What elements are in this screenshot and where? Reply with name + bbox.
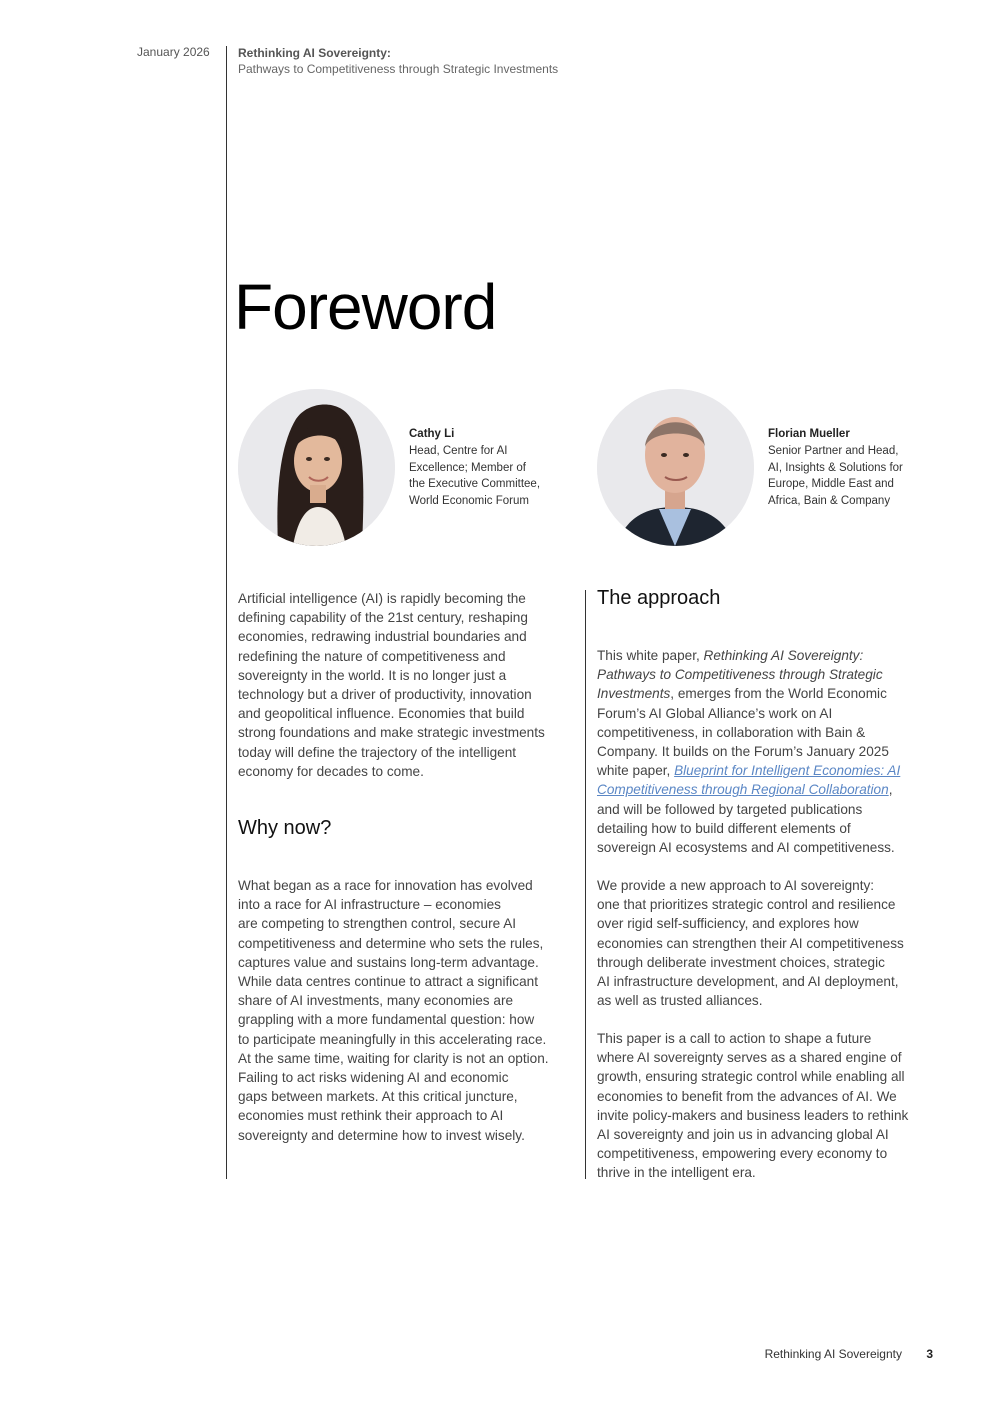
text-line: [597, 684, 900, 703]
text-line: competitiveness and determine who sets the rules,: [238, 935, 544, 951]
text-line: Artificial intelligence (AI) is rapidly becoming the: [238, 591, 526, 606]
text-line: and geopolitical influence. Economies that build: [238, 706, 525, 722]
approach-paragraph-3: [597, 1029, 908, 1183]
text-line: This paper is a call to action to shape a future: [597, 1031, 872, 1046]
text-line: [597, 780, 900, 799]
text-span: white paper,: [597, 763, 675, 779]
footer-title: Rethinking AI Sovereignty: [764, 1347, 902, 1361]
text-line: AI infrastructure development, and AI deployment,: [597, 974, 899, 990]
text-line: today will define the trajectory of the intelligent: [238, 744, 517, 760]
text-line: and will be followed by targeted publications: [597, 801, 863, 817]
author-name: Florian Mueller: [768, 428, 850, 440]
author-role-line: Africa, Bain & Company: [768, 495, 891, 508]
text-line: competitiveness, empowering every economy to: [597, 1146, 888, 1162]
text-line: to participate meaningfully in this accelerating race.: [238, 1031, 547, 1047]
text-line: share of AI investments, many economies are: [238, 993, 514, 1009]
text-span: This white paper,: [597, 648, 704, 663]
text-line: growth, ensuring strategic control while enabling all: [597, 1069, 905, 1085]
text-line: strong foundations and make strategic investments: [238, 725, 545, 741]
author-info-florian-mueller: [768, 426, 903, 510]
approach-paragraph-2: [597, 876, 904, 1010]
text-span: ,: [888, 782, 893, 798]
text-line: are competing to strengthen control, secure AI: [238, 916, 517, 932]
text-span: , emerges from the World Economic: [670, 686, 887, 702]
portrait-woman-image: [238, 389, 395, 546]
text-line: [597, 761, 900, 780]
text-line: economies to benefit from the advances of AI. We: [597, 1088, 897, 1104]
header-title-line1: Rethinking AI Sovereignty:: [238, 46, 391, 60]
text-line: At the same time, waiting for clarity is not an option.: [238, 1050, 549, 1066]
text-line: economy for decades to come.: [238, 763, 424, 779]
text-line: Company. It builds on the Forum’s January 2025: [597, 744, 889, 760]
text-line: sovereignty in the world. It is no longer just a: [238, 667, 507, 683]
text-line: one that prioritizes strategic control and resilience: [597, 897, 896, 913]
text-line: redefining the nature of competitiveness and: [238, 648, 506, 664]
text-line: detailing how to build different elements of: [597, 820, 851, 836]
publication-title: Investments: [597, 686, 671, 702]
avatar-cathy-li: [238, 389, 395, 546]
text-line: What began as a race for innovation has evolved: [238, 878, 533, 893]
text-line: While data centres continue to attract a significant: [238, 974, 538, 990]
left-vertical-rule: [226, 46, 227, 1179]
text-line: technology but a driver of productivity, innovation: [238, 687, 532, 703]
why-now-paragraph: [238, 876, 549, 1145]
author-role-line: AI, Insights & Solutions for: [768, 461, 903, 474]
page-title: Foreword: [234, 271, 497, 343]
text-line: economies, redrawing industrial boundaries and: [238, 629, 527, 645]
author-role-line: Head, Centre for AI: [409, 444, 508, 457]
blueprint-link[interactable]: Competitiveness through Regional Collaboration: [597, 782, 889, 798]
author-role-line: Europe, Middle East and: [768, 478, 894, 491]
text-line: over rigid self-sufficiency, and explores how: [597, 916, 859, 932]
publication-title: Pathways to Competitiveness through Strategic: [597, 667, 883, 683]
author-role-line: Excellence; Member of: [409, 461, 526, 474]
avatar-florian-mueller: [597, 389, 754, 546]
text-line: competitiveness, in collaboration with Bain &: [597, 724, 866, 740]
text-line: where AI sovereignty serves as a shared engine of: [597, 1050, 902, 1066]
text-line: into a race for AI infrastructure – economies: [238, 897, 501, 913]
why-now-heading: Why now?: [238, 817, 332, 839]
text-line: economies can strengthen their AI competitiveness: [597, 935, 904, 951]
blueprint-link[interactable]: Blueprint for Intelligent Economies: AI: [674, 763, 901, 779]
approach-paragraph-1: [597, 646, 900, 857]
header-title-line2: Pathways to Competitiveness through Strategic Investments: [238, 62, 559, 76]
text-line: We provide a new approach to AI sovereignty:: [597, 878, 875, 893]
text-line: grappling with a more fundamental question: how: [238, 1012, 535, 1028]
text-line: through deliberate investment choices, strategic: [597, 954, 885, 970]
header-title: [238, 45, 558, 77]
text-line: AI sovereignty and join us in advancing global AI: [597, 1127, 889, 1143]
text-line: sovereignty and determine how to invest wisely.: [238, 1127, 525, 1143]
approach-heading: The approach: [597, 587, 721, 609]
publication-title: Rethinking AI Sovereignty:: [703, 648, 864, 663]
text-line: sovereign AI ecosystems and AI competitiveness.: [597, 840, 895, 856]
author-role-line: World Economic Forum: [409, 495, 529, 508]
header-date: January 2026: [137, 45, 210, 59]
text-line: defining capability of the 21st century, reshaping: [238, 610, 528, 626]
page-number: 3: [926, 1347, 933, 1361]
text-line: Forum’s AI Global Alliance’s work on AI: [597, 705, 833, 721]
text-line: invite policy-makers and business leaders to rethink: [597, 1107, 909, 1123]
text-line: Failing to act risks widening AI and economic: [238, 1070, 509, 1086]
text-line: gaps between markets. At this critical juncture,: [238, 1089, 518, 1105]
text-line: as well as trusted alliances.: [597, 993, 763, 1009]
author-info-cathy-li: [409, 426, 540, 510]
intro-paragraph: [238, 589, 545, 781]
column-divider-rule: [585, 590, 586, 1179]
text-line: [597, 646, 900, 665]
text-line: captures value and sustains long-term advantage.: [238, 954, 539, 970]
text-line: [597, 665, 900, 684]
text-line: economies must rethink their approach to AI: [238, 1108, 504, 1124]
author-name: Cathy Li: [409, 428, 455, 440]
author-role-line: the Executive Committee,: [409, 478, 541, 491]
author-role-line: Senior Partner and Head,: [768, 444, 899, 457]
portrait-man-image: [597, 389, 754, 546]
text-line: thrive in the intelligent era.: [597, 1165, 756, 1181]
